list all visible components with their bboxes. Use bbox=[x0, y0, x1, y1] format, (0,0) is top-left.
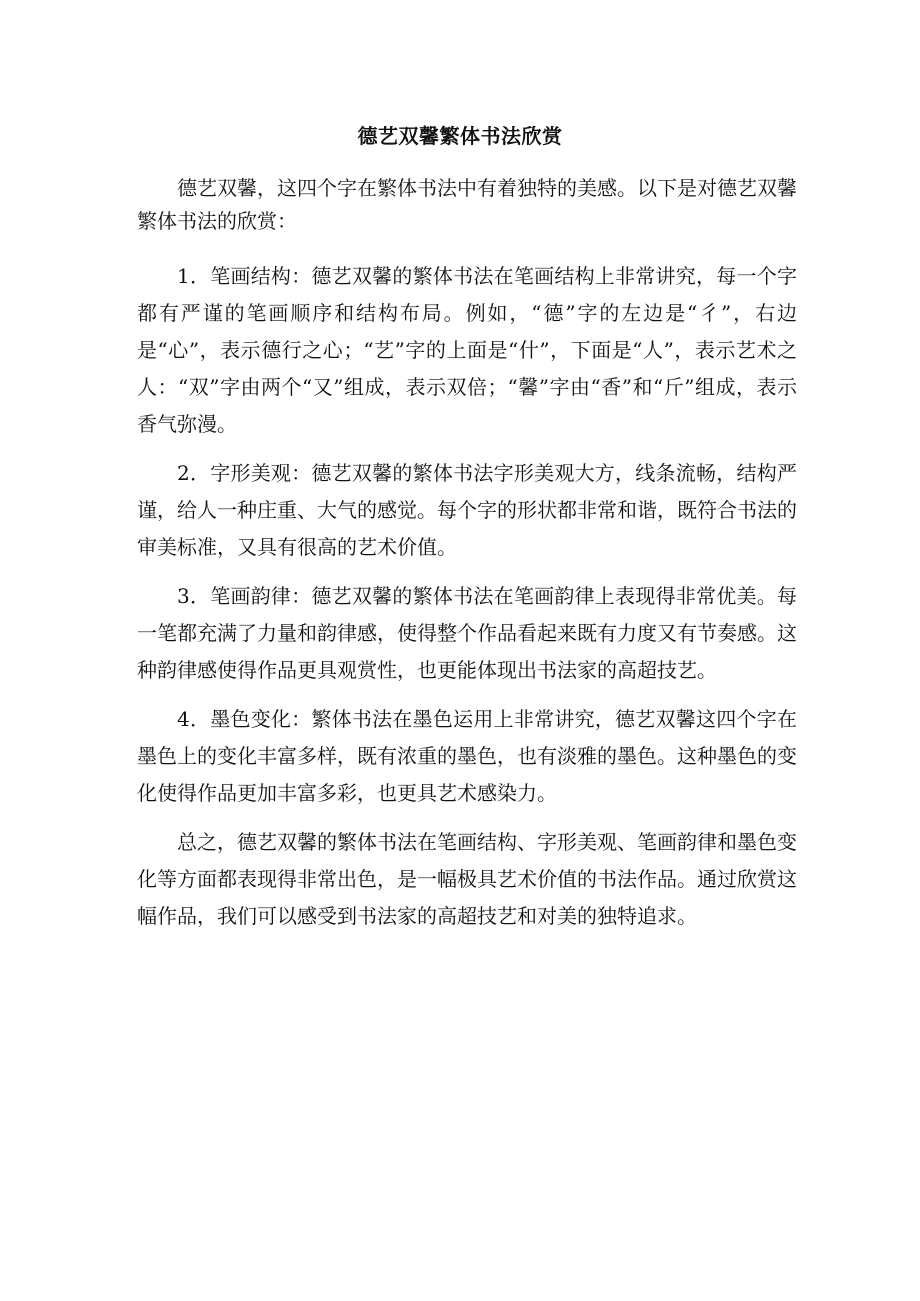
paragraph-ink-variation: 4．墨色变化：繁体书法在墨色运用上非常讲究，德艺双馨这四个字在墨色上的变化丰富多样，既有浓重的墨色，也有淡雅的墨色。这种墨色的变化使得作品更加丰富多彩，也更具艺术感染力。 bbox=[137, 707, 797, 805]
paragraph-stroke-structure: 1．笔画结构：德艺双馨的繁体书法在笔画结构上非常讲究，每一个字都有严谨的笔画顺序和结构布局。例如，“德”字的左边是“彳”，右边是“心”，表示德行之心；“艺”字的上面是“什”，下面是“人”，表示艺术之人：“双”字由两个“又”组成，表示双倍；“馨”字由“香”和“斤”组成，表示香气弥漫。 bbox=[137, 264, 797, 436]
conclusion-paragraph: 总之，德艺双馨的繁体书法在笔画结构、字形美观、笔画韵律和墨色变化等方面都表现得非常出色，是一幅极具艺术价值的书法作品。通过欣赏这幅作品，我们可以感受到书法家的高超技艺和对美的独特追求。 bbox=[137, 830, 797, 928]
document-body bbox=[137, 172, 797, 947]
paragraph-stroke-rhythm: 3．笔画韵律：德艺双馨的繁体书法在笔画韵律上表现得非常优美。每一笔都充满了力量和韵律感，使得整个作品看起来既有力度又有节奏感。这种韵律感使得作品更具观赏性，也更能体现出书法家的高超技艺。 bbox=[137, 584, 797, 682]
paragraph-glyph-beauty: 2．字形美观：德艺双馨的繁体书法字形美观大方，线条流畅，结构严谨，给人一种庄重、大气的感觉。每个字的形状都非常和谐，既符合书法的审美标准，又具有很高的艺术价值。 bbox=[137, 461, 797, 559]
document-title: 德艺双馨繁体书法欣赏 bbox=[357, 124, 563, 148]
intro-paragraph: 德艺双馨，这四个字在繁体书法中有着独特的美感。以下是对德艺双馨繁体书法的欣赏： bbox=[137, 176, 797, 233]
